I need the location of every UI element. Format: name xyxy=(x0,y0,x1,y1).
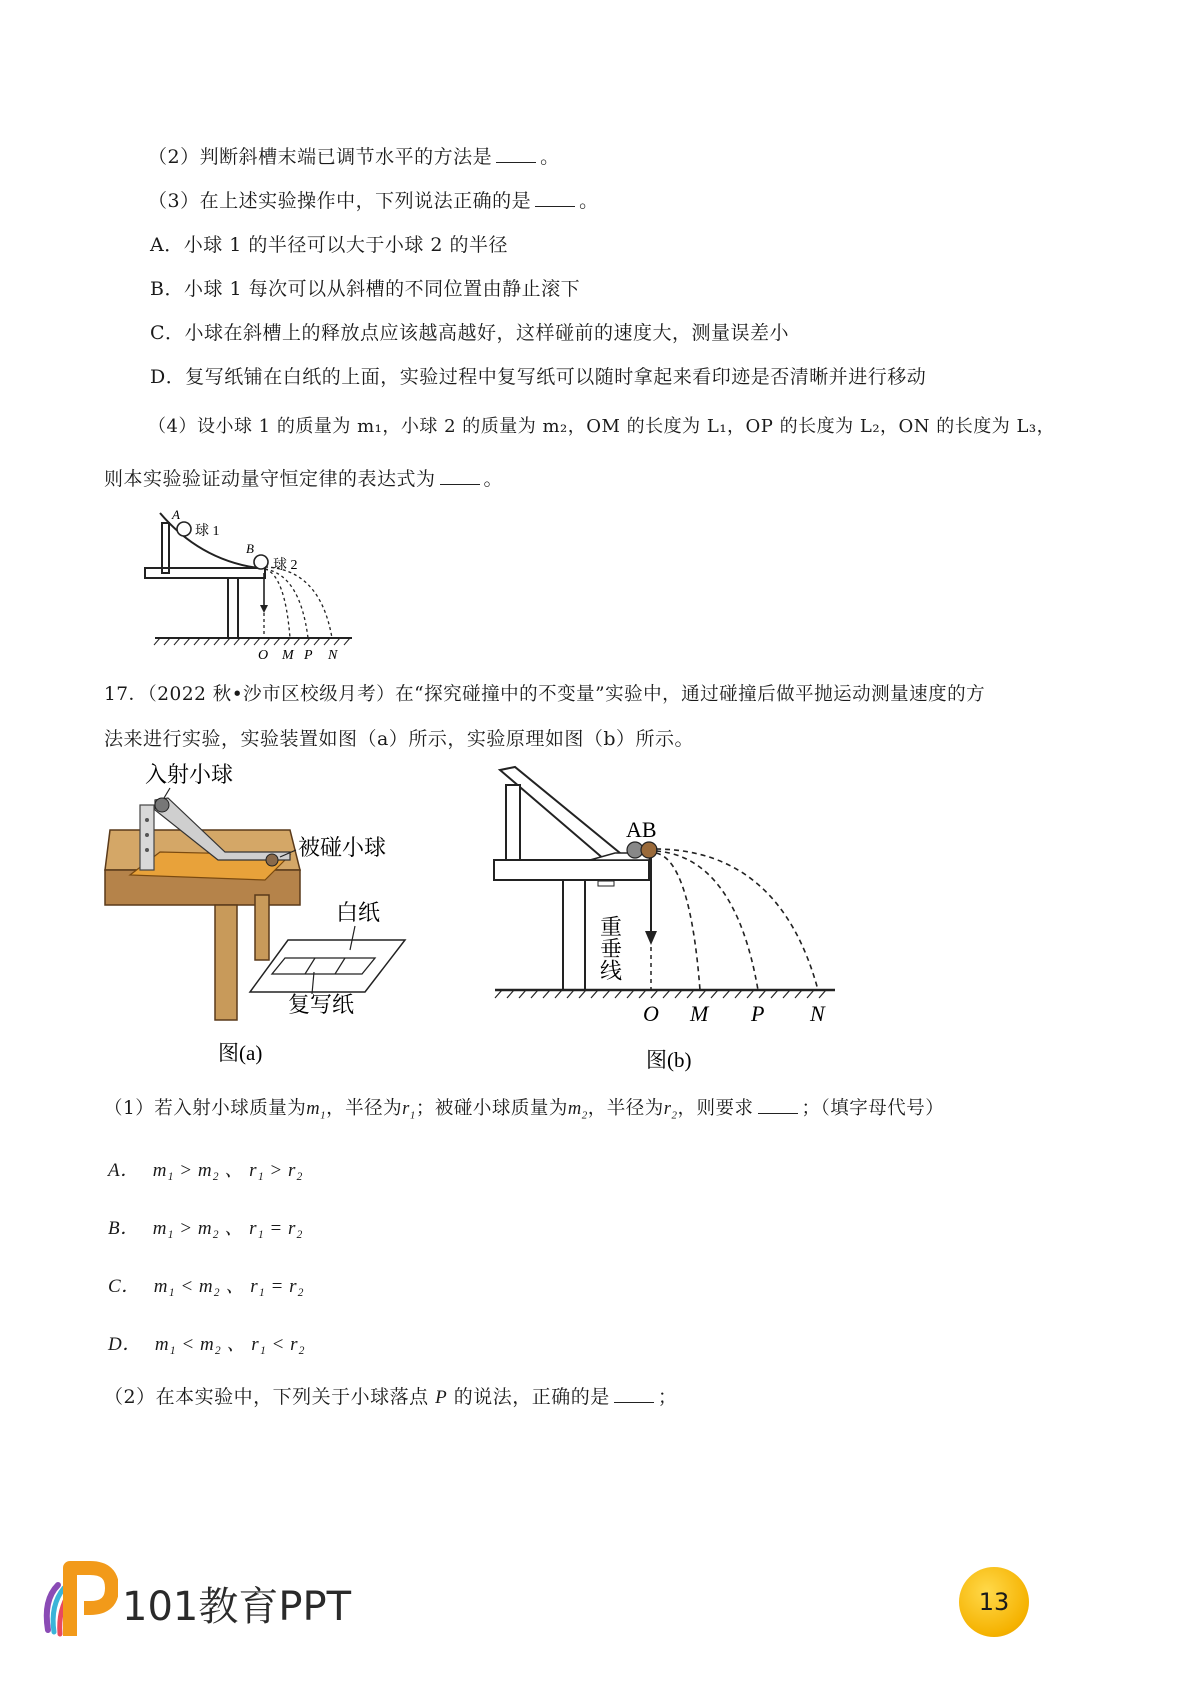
carbon-paper xyxy=(272,958,375,974)
label-m: M xyxy=(690,1001,709,1026)
q16-part4-line2: 则本实验验证动量守恒定律的表达式为 。 xyxy=(104,468,504,490)
q16-option-a: A．小球 1 的半径可以大于小球 2 的半径 xyxy=(150,234,509,256)
trajectory-p xyxy=(656,851,758,990)
q16-part2: （2）判断斜槽末端已调节水平的方法是 。 xyxy=(148,146,560,168)
trajectory-m xyxy=(265,569,290,638)
table-leg xyxy=(563,880,585,990)
q17-stem-line1: 17．（2022 秋•沙市区校级月考）在“探究碰撞中的不变量”实验中，通过碰撞后做平抛运动测量速度的方 xyxy=(104,684,986,705)
table-leg-front xyxy=(215,905,237,1020)
answer-blank[interactable] xyxy=(440,470,480,485)
trajectory-m xyxy=(656,853,700,990)
answer-blank[interactable] xyxy=(535,192,575,207)
label-o: O xyxy=(643,1001,659,1026)
answer-blank[interactable] xyxy=(758,1099,798,1114)
ball-b xyxy=(641,842,657,858)
table-leg-back xyxy=(255,895,269,960)
table-top xyxy=(494,860,649,880)
label-p: P xyxy=(304,648,313,663)
caption-a: 图(a) xyxy=(218,1041,263,1065)
label-o: O xyxy=(258,648,269,663)
plumb-arrow xyxy=(260,605,268,613)
incident-ball xyxy=(155,798,169,812)
chute-stand xyxy=(140,805,154,870)
label-ball-2: 球 2 xyxy=(273,558,298,573)
label-m: M xyxy=(282,648,294,663)
q17-option-c: C． m₁ < m₂ 、 r₁ = r₂ xyxy=(108,1276,305,1297)
q17-stem-line2: 法来进行实验，实验装置如图（a）所示，实验原理如图（b）所示。 xyxy=(104,728,694,750)
q16-option-c: C．小球在斜槽上的释放点应该越高越好，这样碰前的速度大，测量误差小 xyxy=(150,322,790,344)
q17-figure-b xyxy=(480,765,880,1085)
label-carbon-paper: 复写纸 xyxy=(288,992,355,1017)
q17-option-b: B． m₁ > m₂ 、 r₁ = r₂ xyxy=(108,1218,303,1239)
q17-figure-a xyxy=(100,760,440,1080)
label-n: N xyxy=(328,648,338,663)
q17-part2: （2）在本实验中，下列关于小球落点 P 的说法，正确的是 ； xyxy=(104,1386,678,1408)
table-leg xyxy=(228,578,238,638)
target-ball xyxy=(266,854,278,866)
label-ball-1: 球 1 xyxy=(195,524,220,539)
label-plumb-line: 重垂线 xyxy=(597,915,623,981)
q16-option-d: D．复写纸铺在白纸的上面，实验过程中复写纸可以随时拿起来看印迹是否清晰并进行移动 xyxy=(150,366,927,388)
label-target-ball: 被碰小球 xyxy=(298,835,387,860)
answer-blank[interactable] xyxy=(614,1388,654,1403)
label-ab: AB xyxy=(626,817,657,842)
q16-part3: （3）在上述实验操作中，下列说法正确的是 。 xyxy=(148,190,599,212)
caption-b: 图(b) xyxy=(646,1048,692,1072)
label-p: P xyxy=(751,1001,765,1026)
trajectory-n xyxy=(656,849,818,990)
page-number-badge: 13 xyxy=(959,1567,1029,1637)
q17-part1: （1）若入射小球质量为$m_1$，半径为$r_1$；被碰小球质量为$m_2$，半径为$r_2$，则要求 ；（填字母代号） xyxy=(104,1098,945,1122)
label-b: B xyxy=(246,541,254,556)
chute-post xyxy=(506,785,520,860)
trajectory-p xyxy=(265,569,308,638)
label-a: A xyxy=(172,507,180,522)
q17-option-a: A． m₁ > m₂ 、 r₁ > r₂ xyxy=(108,1160,303,1181)
plumb-arrow xyxy=(645,931,657,945)
label-n: N xyxy=(810,1001,825,1026)
brand-logo-icon xyxy=(38,1560,118,1642)
q16-part4-line1: （4）设小球 1 的质量为 m₁，小球 2 的质量为 m₂，OM 的长度为 L₁，OP 的长度为 L₂，ON 的长度为 L₃， xyxy=(148,416,1056,437)
q16-option-b: B．小球 1 每次可以从斜槽的不同位置由静止滚下 xyxy=(150,278,581,300)
q16-apparatus-figure xyxy=(140,505,370,665)
label-white-paper: 白纸 xyxy=(336,900,381,925)
q17-option-d: D． m₁ < m₂ 、 r₁ < r₂ xyxy=(108,1334,306,1355)
brand-name: 101教育PPT xyxy=(122,1584,352,1630)
ball-1 xyxy=(177,522,191,536)
chute-post xyxy=(162,523,169,573)
answer-blank[interactable] xyxy=(496,148,536,163)
label-incident-ball: 入射小球 xyxy=(145,762,234,787)
